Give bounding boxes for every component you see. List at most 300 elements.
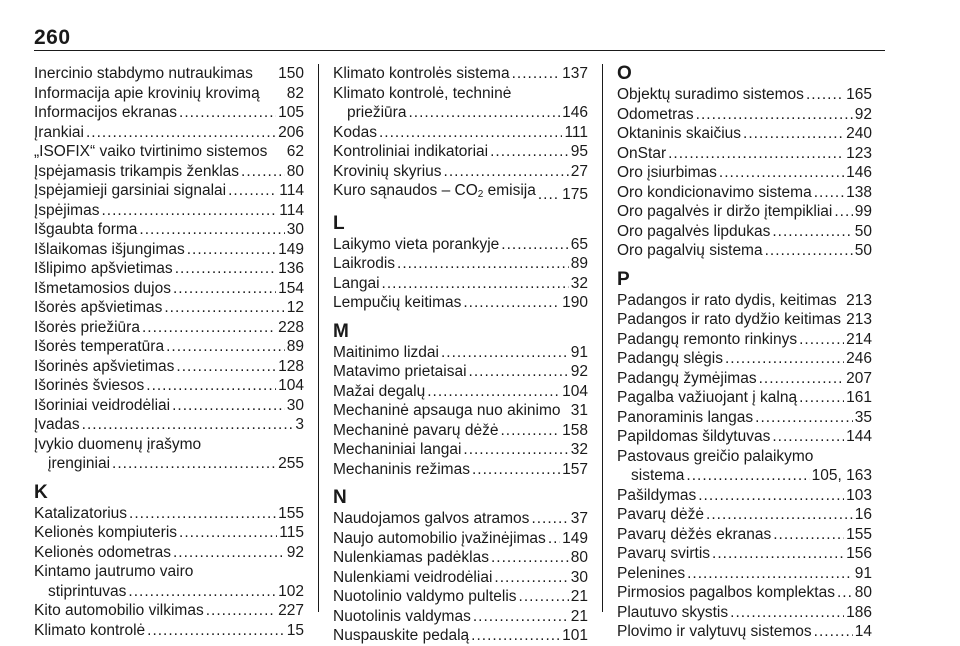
index-term: Pagalba važiuojant į kalną: [617, 389, 798, 406]
dot-leader: [686, 466, 809, 486]
page-ref: 37: [570, 510, 588, 527]
dot-leader: [512, 64, 561, 84]
page-ref: 165: [846, 86, 872, 103]
index-entry: [617, 183, 872, 203]
page-ref: 80: [854, 584, 872, 601]
index-term: Kito automobilio vilkimas: [34, 602, 204, 619]
page-ref: 157: [562, 460, 588, 478]
page-ref: 21: [570, 607, 588, 625]
index-entry: [617, 124, 872, 144]
dot-leader: [129, 504, 276, 524]
dot-leader: [228, 181, 277, 201]
dot-leader: [491, 548, 569, 568]
index-term: Padangos ir rato dydis, keitimas: [617, 291, 837, 309]
index-entry: [34, 240, 304, 260]
dot-leader: [730, 603, 844, 623]
index-entry: [617, 603, 872, 623]
dot-leader: [519, 587, 569, 607]
page-ref: 12: [286, 299, 304, 316]
dot-leader: [179, 523, 277, 543]
page-ref: 27: [570, 162, 588, 180]
page-ref: 137: [562, 65, 588, 82]
index-term: Išlaikomas išjungimas: [34, 240, 185, 258]
page-ref: 21: [570, 588, 588, 605]
index-term: Informacija apie krovinių krovimą: [34, 84, 260, 102]
page-ref: 136: [278, 260, 304, 277]
index-entry: [34, 259, 304, 279]
index-entry: [333, 343, 588, 363]
index-entry: [617, 583, 872, 603]
dot-leader: [241, 162, 285, 182]
index-term: Išorės apšvietimas: [34, 299, 163, 316]
index-term: Langai: [333, 274, 380, 292]
page-ref: 144: [846, 428, 872, 445]
index-entry: [34, 543, 304, 563]
index-entry: [34, 337, 304, 357]
dot-leader: [379, 123, 562, 143]
dot-leader: [834, 202, 852, 222]
index-term: Inercinio stabdymo nutraukimas: [34, 65, 253, 82]
index-term: OnStar: [617, 144, 667, 162]
dot-leader: [441, 343, 569, 363]
index-entry: [617, 222, 872, 242]
index-term: Nuotolinis valdymas: [333, 607, 471, 625]
section-letter: P: [617, 268, 630, 290]
index-term: Įvadas: [34, 416, 80, 433]
index-entry: [34, 142, 304, 162]
index-term: Įspėjimas: [34, 201, 100, 219]
page-ref: 240: [846, 125, 872, 142]
dot-leader: [86, 123, 276, 143]
index-entry: [617, 310, 872, 330]
index-term: Klimato kontrolė, techninė: [333, 84, 512, 102]
index-entry: [617, 291, 872, 311]
index-entry: [333, 181, 588, 205]
page-ref: 82: [286, 84, 304, 102]
index-term: Mechaninė pavarų dėžė: [333, 421, 499, 439]
index-term: Krovinių skyrius: [333, 162, 442, 180]
index-entry: [617, 525, 872, 545]
dot-leader: [531, 509, 568, 529]
index-term: Plautuvo skystis: [617, 603, 729, 621]
dot-leader: [494, 568, 568, 588]
index-entry: [34, 396, 304, 416]
page-number: 260: [34, 26, 71, 49]
page-ref: 92: [286, 543, 304, 561]
index-term: Pavarų dėžė: [617, 506, 705, 523]
index-term: Išorinės šviesos: [34, 377, 145, 394]
index-entry: [34, 298, 304, 318]
index-entry: [34, 123, 304, 143]
dot-leader: [759, 369, 845, 389]
page-ref: 246: [846, 350, 872, 367]
index-entry: [333, 440, 588, 460]
page-ref: 228: [278, 318, 304, 336]
index-entry: [333, 142, 588, 162]
index-term: Klimato kontrolė: [34, 621, 146, 639]
index-entry: [333, 401, 588, 421]
index-term: Oro pagalvių sistema: [617, 242, 763, 259]
dot-leader: [176, 357, 276, 377]
index-term: Išorinės apšvietimas: [34, 357, 175, 375]
dot-leader: [187, 240, 276, 260]
index-entry: [34, 504, 304, 524]
index-entry: [34, 376, 304, 396]
index-entry: [617, 427, 872, 447]
index-entry: [617, 564, 872, 584]
dot-leader: [175, 259, 276, 279]
page-ref: 149: [562, 529, 588, 547]
index-term: Laikrodis: [333, 255, 396, 272]
index-entry: [333, 362, 588, 382]
page-ref: 190: [562, 294, 588, 311]
page-ref: 15: [286, 621, 304, 639]
index-entry: [333, 626, 588, 646]
index-term: Įvykio duomenų įrašymo: [34, 435, 202, 453]
index-term: Pelenines: [617, 564, 686, 582]
dot-leader: [444, 162, 569, 182]
index-term: Padangų slėgis: [617, 350, 723, 367]
index-term: Lempučių keitimas: [333, 294, 462, 311]
index-entry: [333, 607, 588, 627]
index-entry: [617, 505, 872, 525]
dot-leader: [687, 564, 853, 584]
dot-leader: [139, 220, 284, 240]
index-term: Informacijos ekranas: [34, 104, 178, 121]
index-term: Įspėjamieji garsiniai signalai: [34, 182, 227, 199]
index-term: Įspėjamasis trikampis ženklas: [34, 162, 240, 180]
dot-leader: [172, 396, 285, 416]
index-term: Pašildymas: [617, 486, 697, 504]
dot-leader: [472, 460, 560, 480]
index-term: Kelionės kompiuteris: [34, 524, 178, 541]
index-entry: [34, 201, 304, 221]
page-ref: 30: [286, 221, 304, 238]
index-entry: [333, 548, 588, 568]
index-term: Katalizatorius: [34, 504, 128, 522]
index-entry: [617, 349, 872, 369]
index-term: Išorės priežiūra: [34, 318, 140, 336]
page-ref: 146: [562, 104, 588, 121]
index-term: Maitinimo lizdai: [333, 343, 439, 361]
page-ref: 186: [846, 603, 872, 621]
index-term: Laikymo vieta porankyje: [333, 235, 500, 253]
index-entry: [34, 279, 304, 299]
dot-leader: [696, 105, 853, 125]
index-entry: [34, 84, 304, 104]
page-ref: 50: [854, 222, 872, 240]
index-term: Pavarų dėžės ekranas: [617, 525, 772, 543]
index-column-1: [34, 64, 318, 639]
index-term: Plovimo ir valytuvų sistemos: [617, 623, 812, 640]
index-term: stiprintuvas: [48, 582, 127, 600]
index-term: Kodas: [333, 123, 377, 141]
index-term: „ISOFIX“ vaiko tvirtinimo sistemos: [34, 143, 268, 160]
page-ref: 155: [278, 504, 304, 522]
dot-leader: [772, 222, 852, 242]
index-entry: [333, 587, 588, 607]
page-ref: 99: [854, 203, 872, 220]
page-ref: 80: [570, 549, 588, 566]
dot-leader: [173, 543, 285, 563]
index-term: Naudojamos galvos atramos: [333, 510, 530, 527]
index-term: Kintamo jautrumo vairo: [34, 563, 194, 580]
dot-leader: [765, 241, 853, 261]
index-entry: [333, 103, 588, 123]
dot-leader: [772, 427, 844, 447]
index-term: Išgaubta forma: [34, 221, 138, 238]
page-ref: 104: [278, 377, 304, 394]
index-term: Oro kondicionavimo sistema: [617, 183, 812, 201]
index-term: Oktaninis skaičius: [617, 125, 742, 142]
page-ref: 62: [286, 143, 304, 160]
dot-leader: [82, 415, 294, 435]
index-term: Klimato kontrolės sistema: [333, 65, 510, 82]
index-entry: [617, 144, 872, 164]
dot-leader: [147, 621, 285, 641]
page-ref: 156: [846, 545, 872, 562]
index-entry: [333, 460, 588, 480]
index-entry: [333, 274, 588, 294]
dot-leader: [548, 529, 560, 549]
dot-leader: [382, 274, 569, 294]
index-term: Mechaninė apsauga nuo akinimo: [333, 402, 561, 419]
index-column-3: [602, 63, 886, 640]
index-entry: [333, 509, 588, 529]
dot-leader: [142, 318, 276, 338]
index-term: Mechaniniai langai: [333, 441, 462, 458]
index-term: Objektų suradimo sistemos: [617, 86, 804, 103]
page-ref: 123: [846, 144, 872, 162]
dot-leader: [463, 293, 560, 313]
index-entry: [333, 254, 588, 274]
index-term: Padangų žymėjimas: [617, 369, 757, 387]
page-ref: 128: [278, 357, 304, 375]
index-entry: [617, 369, 872, 389]
dot-leader: [179, 103, 276, 123]
index-term: Pirmosios pagalbos komplektas: [617, 584, 835, 601]
index-term: Išlipimo apšvietimas: [34, 260, 173, 277]
page-ref: 91: [570, 343, 588, 361]
page-ref: 149: [278, 240, 304, 258]
index-entry: [34, 415, 304, 435]
index-term: Mechaninis režimas: [333, 460, 470, 478]
index-entry: [333, 162, 588, 182]
page-ref: 104: [562, 382, 588, 400]
index-entry: [34, 523, 304, 543]
page-ref: 206: [278, 123, 304, 141]
dot-leader: [698, 486, 844, 506]
index-entry: [333, 293, 588, 313]
section-letter: M: [333, 320, 349, 342]
page-ref: 155: [846, 525, 872, 543]
index-term: Oro pagalvės ir diržo įtempikliai: [617, 203, 833, 220]
page-ref: 102: [278, 582, 304, 600]
page-ref: 103: [846, 486, 872, 504]
dot-leader: [755, 408, 853, 428]
dot-leader: [500, 421, 560, 441]
page-ref: 92: [570, 363, 588, 380]
dot-leader: [806, 85, 844, 105]
index-entry: [333, 64, 588, 84]
dot-leader: [408, 103, 560, 123]
index-term: Nuotolinio valdymo pultelis: [333, 588, 517, 605]
dot-leader: [814, 622, 853, 642]
index-entry: [34, 357, 304, 377]
page-ref: 146: [846, 164, 872, 181]
page-ref: 50: [854, 242, 872, 259]
index-entry: [617, 163, 872, 183]
page-ref: 95: [570, 143, 588, 160]
section-letter: N: [333, 487, 347, 508]
page-ref: 154: [278, 279, 304, 297]
dot-leader: [725, 349, 844, 369]
index-term: Panoraminis langas: [617, 408, 754, 426]
index-entry: [617, 622, 872, 642]
index-term: Padangos ir rato dydžio keitimas: [617, 311, 842, 328]
index-entry: [34, 220, 304, 240]
page-ref: 207: [846, 369, 872, 387]
index-entry: [333, 382, 588, 402]
dot-leader: [490, 142, 569, 162]
index-entry: [34, 318, 304, 338]
dot-leader: [112, 454, 276, 474]
index-term: Nulenkiamas padėklas: [333, 549, 489, 566]
index-term: Pastovaus greičio palaikymo: [617, 447, 814, 465]
dot-leader: [397, 254, 569, 274]
dot-leader: [719, 163, 844, 183]
page-ref: 89: [286, 338, 304, 355]
page-ref: 105, 163: [811, 467, 872, 484]
index-term: priežiūra: [347, 104, 407, 121]
page-ref: 101: [562, 627, 588, 644]
page-ref: 80: [286, 162, 304, 180]
page-ref: 150: [278, 65, 304, 82]
index-term: Kuro sąnaudos – $CO_2$ emisija: [333, 182, 536, 200]
index-term: Matavimo prietaisai: [333, 363, 467, 380]
dot-leader: [473, 607, 569, 627]
page-ref: 213: [846, 291, 872, 309]
index-term: Naujo automobilio įvažinėjimas: [333, 529, 546, 547]
index-entry: [333, 235, 588, 255]
index-entry: [34, 64, 304, 84]
index-term: įrenginiai: [48, 455, 111, 472]
index-term: Odometras: [617, 105, 694, 123]
section-letter: K: [34, 481, 48, 503]
index-entry: [34, 181, 304, 201]
index-entry: [333, 529, 588, 549]
dot-leader: [173, 279, 276, 299]
page-ref: 91: [854, 564, 872, 582]
page-ref: 32: [570, 441, 588, 458]
page-ref: 214: [846, 330, 872, 348]
dot-leader: [799, 388, 844, 408]
index-entry: [333, 123, 588, 143]
index-entry: [34, 582, 304, 602]
page-ref: 138: [846, 183, 872, 201]
page-ref: 227: [278, 602, 304, 619]
index-term: Pavarų svirtis: [617, 545, 711, 562]
page-ref: 115: [279, 524, 304, 541]
index-columns: [34, 63, 886, 644]
index-entry: [34, 601, 304, 621]
dot-leader: [773, 525, 844, 545]
dot-leader: [101, 201, 277, 221]
dot-leader: [469, 362, 569, 382]
dot-leader: [146, 376, 276, 396]
dot-leader: [837, 583, 853, 603]
page-ref: 92: [854, 105, 872, 123]
index-term: Išoriniai veidrodėliai: [34, 396, 171, 414]
dot-leader: [206, 601, 276, 621]
index-entry: [617, 408, 872, 428]
index-term: Išorės temperatūra: [34, 338, 165, 355]
page-ref: 213: [846, 311, 872, 328]
index-entry: [617, 105, 872, 125]
page-ref: 30: [286, 396, 304, 414]
index-term: Oro įsiurbimas: [617, 164, 717, 181]
dot-leader: [668, 144, 844, 164]
dot-leader: [471, 626, 560, 646]
index-entry: [617, 544, 872, 564]
dot-leader: [814, 183, 844, 203]
dot-leader: [128, 582, 276, 602]
dot-leader: [427, 382, 560, 402]
page-ref: 114: [279, 201, 304, 219]
page-ref: 3: [295, 416, 304, 433]
dot-leader: [164, 298, 284, 318]
page-ref: 31: [570, 402, 588, 419]
page-ref: 65: [570, 235, 588, 253]
dot-leader: [743, 124, 844, 144]
page-ref: 32: [570, 274, 588, 292]
index-term: Išmetamosios dujos: [34, 279, 171, 297]
page-ref: 16: [854, 506, 872, 523]
page-ref: 114: [279, 182, 304, 199]
dot-leader: [706, 505, 853, 525]
index-term: Įrankiai: [34, 123, 84, 141]
index-term: Nulenkiami veidrodėliai: [333, 568, 493, 586]
index-entry: [617, 241, 872, 261]
page-ref: 161: [846, 389, 872, 406]
header-rule: [34, 50, 885, 51]
page-ref: 35: [854, 408, 872, 426]
section-letter: O: [617, 63, 632, 84]
index-entry: [34, 162, 304, 182]
index-entry: [617, 388, 872, 408]
index-term: Nuspauskite pedalą: [333, 627, 470, 644]
index-entry: [617, 466, 872, 486]
page-ref: 158: [562, 421, 588, 439]
page-ref: 89: [570, 255, 588, 272]
page-ref: 175: [562, 186, 588, 203]
page-ref: 255: [278, 455, 304, 472]
index-entry: [617, 202, 872, 222]
index-entry: [34, 103, 304, 123]
index-term: sistema: [631, 467, 685, 484]
index-entry: [617, 330, 872, 350]
index-entry: [333, 568, 588, 588]
page-ref: 105: [278, 104, 304, 121]
page-ref: 14: [854, 623, 872, 640]
dot-leader: [799, 330, 844, 350]
page-ref: 111: [564, 123, 588, 141]
dot-leader: [463, 440, 568, 460]
page-ref: 30: [570, 568, 588, 586]
index-entry: [34, 621, 304, 641]
index-entry: [617, 486, 872, 506]
dot-leader: [501, 235, 568, 255]
